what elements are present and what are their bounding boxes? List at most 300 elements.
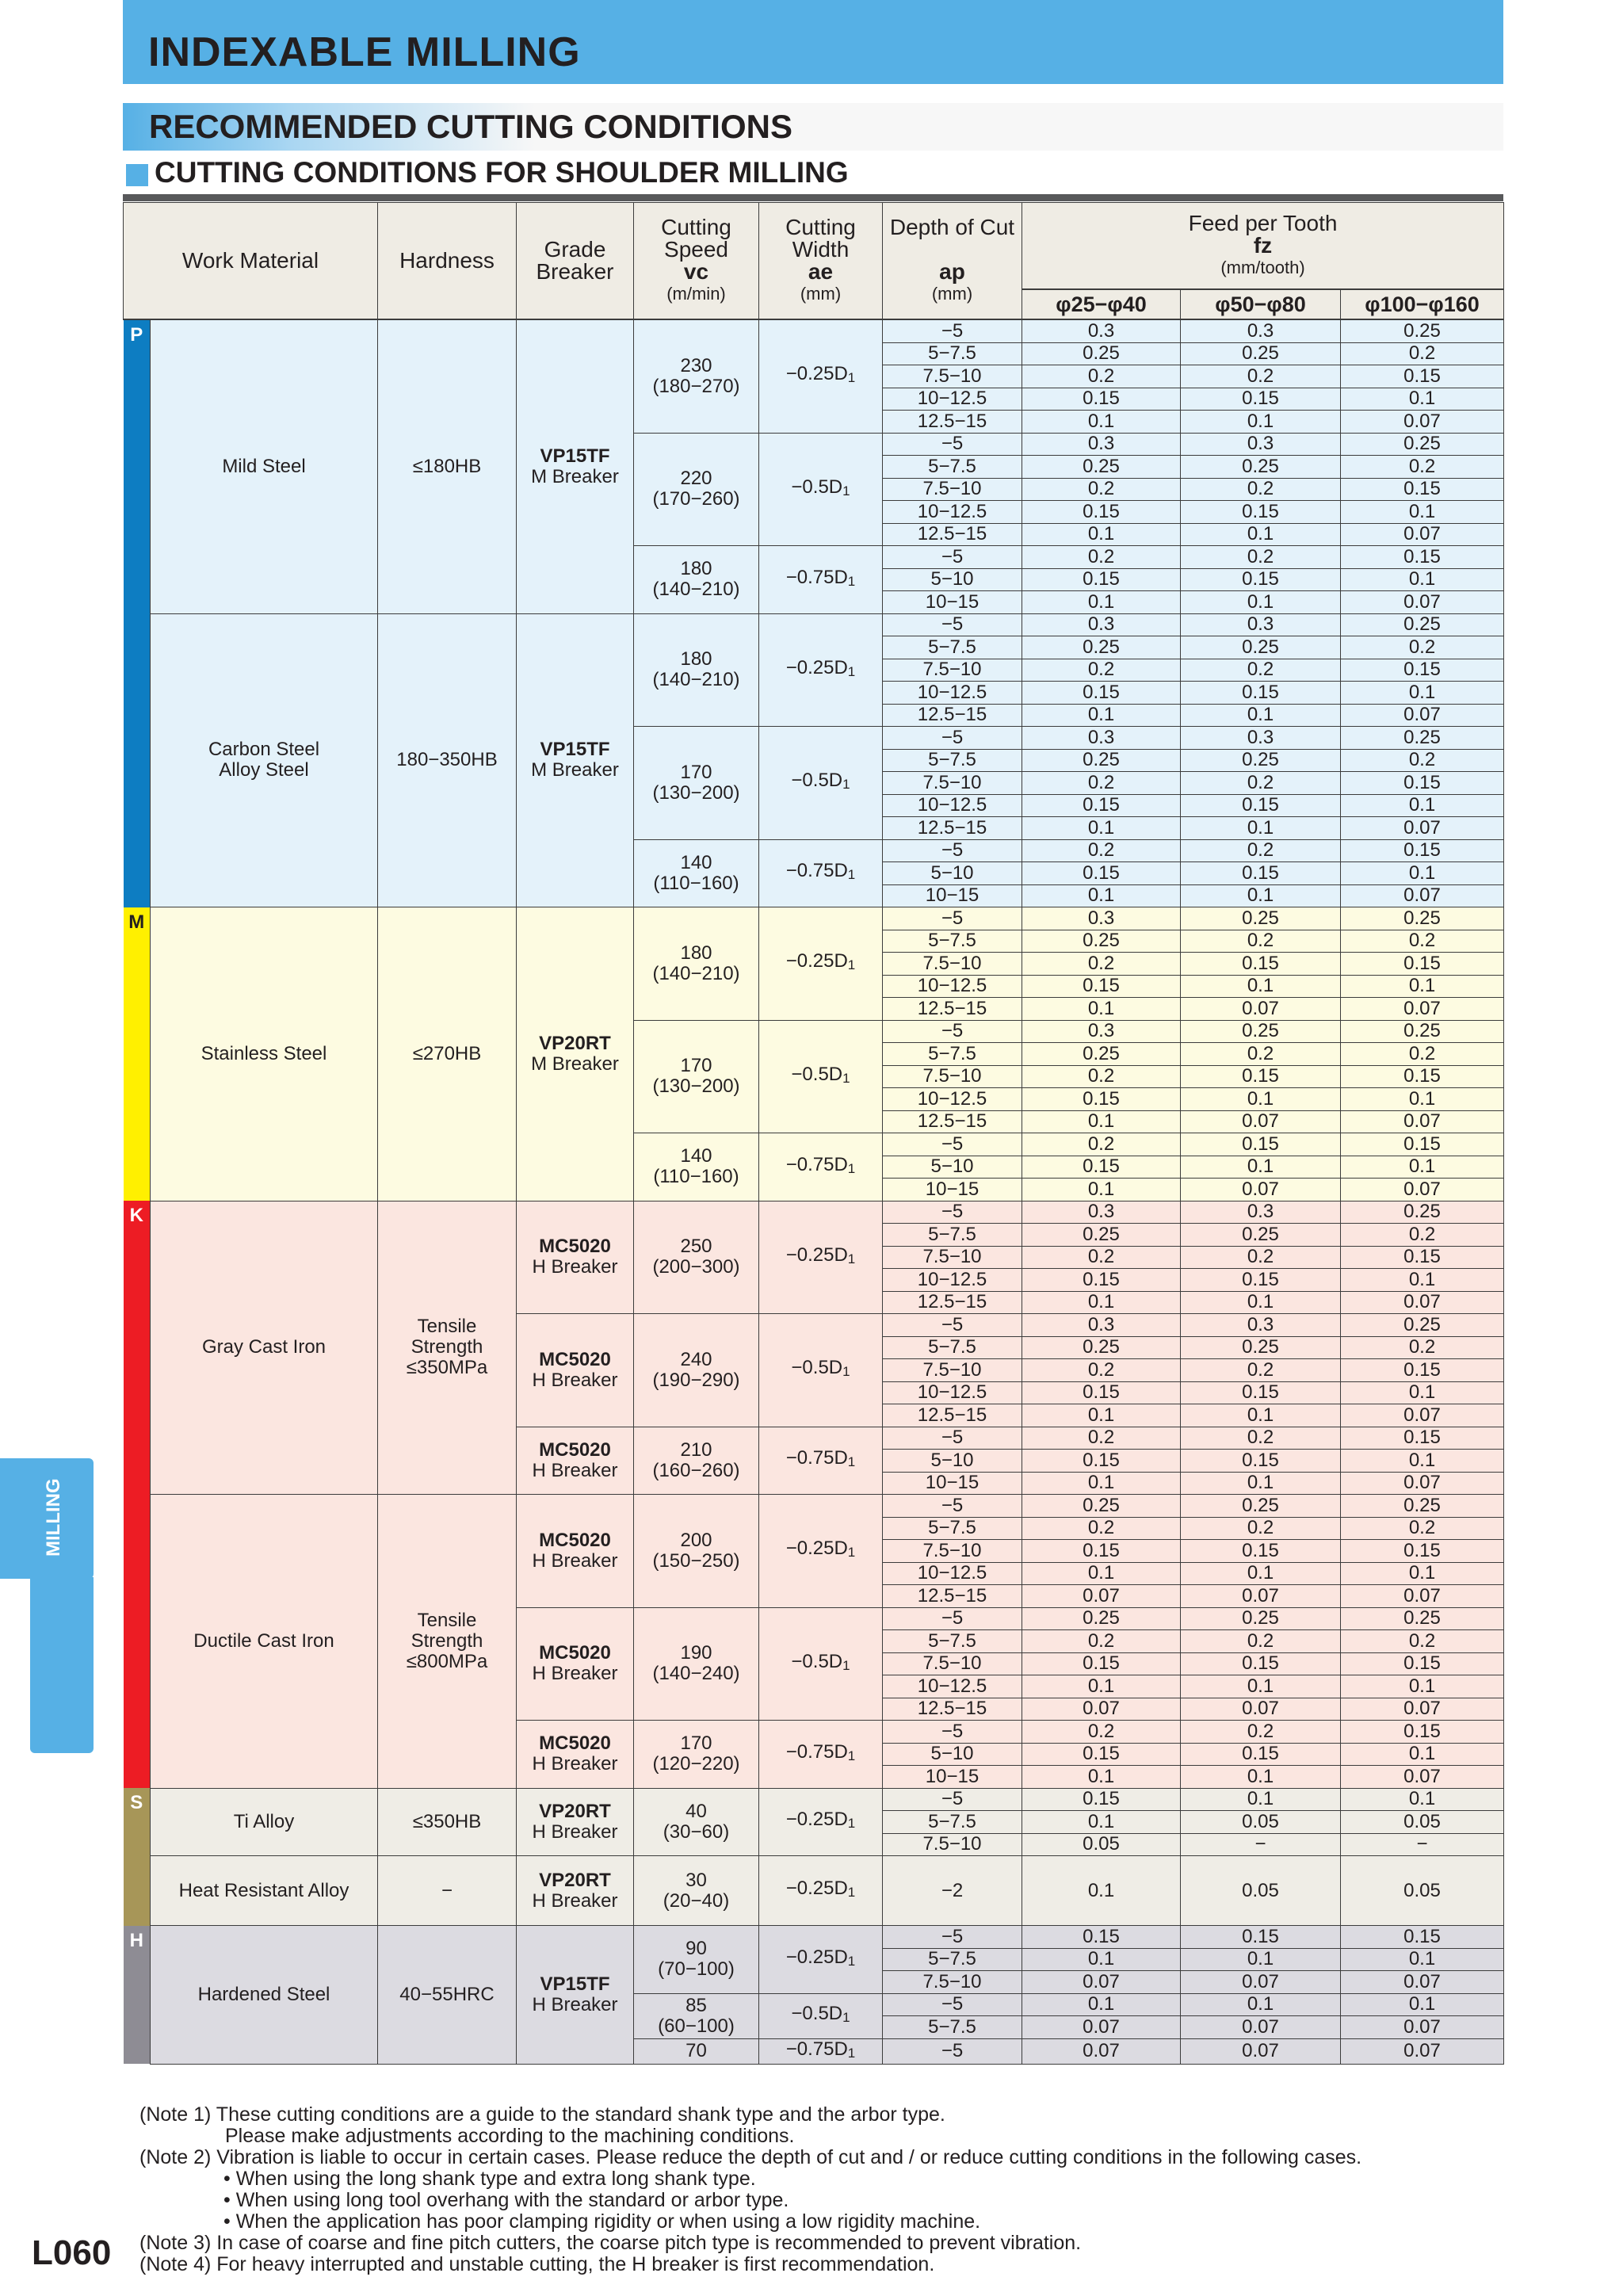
cutting-speed	[634, 1788, 759, 1856]
feed-value: 0.2	[1022, 1133, 1181, 1156]
text-line: 40−55HRC	[399, 1983, 495, 2005]
width-value: −0.5D	[791, 1650, 843, 1672]
grade-name: MC5020	[539, 1529, 611, 1551]
breaker-name: H Breaker	[532, 1549, 618, 1572]
feed-value: 0.1	[1181, 523, 1341, 546]
feed-value: 0.07	[1341, 1110, 1504, 1133]
width-value: −0.5D	[791, 1063, 843, 1085]
feed-value: 0.15	[1341, 839, 1504, 862]
grade-name: VP20RT	[539, 1032, 611, 1054]
cutting-speed	[634, 907, 759, 1021]
feed-value: 0.07	[1022, 2016, 1181, 2039]
header-dia-50-80: φ50−φ80	[1181, 289, 1341, 319]
cutting-speed	[634, 1020, 759, 1133]
feed-value: 0.2	[1181, 1517, 1341, 1540]
width-value: −0.25D	[785, 1244, 848, 1266]
breaker-name: H Breaker	[532, 1889, 618, 1912]
depth-of-cut-value: 10−12.5	[883, 975, 1022, 998]
feed-value: 0.1	[1022, 1472, 1181, 1495]
group-label-m: M	[124, 907, 151, 1201]
feed-value: 0.05	[1341, 1856, 1504, 1926]
breaker-name: H Breaker	[532, 1753, 618, 1775]
width-subscript: 1	[842, 1070, 850, 1086]
feed-value: 0.3	[1181, 319, 1341, 342]
group-label-h: H	[124, 1926, 151, 2065]
feed-value: 0.2	[1181, 1359, 1341, 1382]
feed-value: 0.15	[1181, 1450, 1341, 1473]
feed-value: 0.1	[1022, 998, 1181, 1021]
subtitle: RECOMMENDED CUTTING CONDITIONS	[149, 108, 792, 145]
depth-of-cut-value: 12.5−15	[883, 998, 1022, 1021]
width-value: −0.5D	[791, 2003, 843, 2024]
depth-of-cut-value: 10−15	[883, 1179, 1022, 1201]
feed-value: 0.1	[1022, 1811, 1181, 1834]
cutting-width	[759, 319, 883, 433]
feed-value: 0.1	[1181, 591, 1341, 614]
depth-of-cut-value: 5−7.5	[883, 1336, 1022, 1359]
grade-name: MC5020	[539, 1236, 611, 1258]
feed-value: 0.25	[1341, 319, 1504, 342]
feed-value: 0.3	[1022, 433, 1181, 456]
width-subscript: 1	[847, 867, 856, 883]
feed-value: 0.05	[1181, 1856, 1341, 1926]
feed-value: 0.2	[1022, 1427, 1181, 1450]
feed-value: 0.2	[1181, 478, 1341, 501]
grade-breaker	[517, 1201, 634, 1314]
feed-value: 0.1	[1341, 1788, 1504, 1811]
feed-value: 0.1	[1181, 975, 1341, 998]
feed-value: 0.2	[1341, 342, 1504, 365]
feed-value: 0.1	[1022, 1562, 1181, 1585]
width-subscript: 1	[847, 1160, 856, 1176]
feed-value: 0.15	[1341, 478, 1504, 501]
feed-value: 0.07	[1341, 704, 1504, 727]
hardness-value	[378, 1856, 517, 1926]
feed-value: 0.25	[1022, 930, 1181, 953]
feed-value: 0.2	[1181, 1043, 1341, 1066]
hardness-value	[378, 1495, 517, 1789]
hardness-value	[378, 319, 517, 613]
cutting-speed	[634, 1133, 759, 1201]
feed-value: 0.1	[1341, 794, 1504, 817]
feed-value: 0.25	[1022, 342, 1181, 365]
feed-value: 0.05	[1341, 1811, 1504, 1834]
width-subscript: 1	[847, 1816, 856, 1832]
feed-value: 0.25	[1341, 1607, 1504, 1630]
cutting-width	[759, 727, 883, 840]
depth-of-cut-value: 10−12.5	[883, 1562, 1022, 1585]
feed-value: 0.1	[1022, 1856, 1181, 1926]
grade-name: MC5020	[539, 1438, 611, 1461]
feed-value: 0.1	[1181, 1156, 1341, 1179]
speed-range: (190−290)	[652, 1369, 740, 1391]
breaker-name: H Breaker	[532, 1256, 618, 1278]
cutting-speed	[634, 433, 759, 546]
depth-of-cut-value: 12.5−15	[883, 411, 1022, 434]
depth-of-cut-value: −5	[883, 1607, 1022, 1630]
speed-value: 190	[680, 1642, 712, 1664]
cutting-speed	[634, 1427, 759, 1495]
speed-value: 250	[680, 1236, 712, 1258]
cutting-width	[759, 546, 883, 614]
width-value: −0.25D	[785, 1878, 848, 1899]
cutting-speed	[634, 1856, 759, 1926]
feed-value: 0.25	[1181, 1336, 1341, 1359]
feed-value: 0.2	[1181, 1721, 1341, 1744]
width-subscript: 1	[842, 1364, 850, 1380]
feed-value: 0.15	[1022, 1926, 1181, 1949]
speed-value: 40	[685, 1800, 707, 1822]
note-2-bullet-1: • When using the long shank type and extra long shank type.	[223, 2168, 756, 2190]
grade-name: VP20RT	[539, 1869, 611, 1891]
breaker-name: H Breaker	[532, 1820, 618, 1843]
text-line: Heat Resistant Alloy	[178, 1879, 349, 1901]
feed-value: 0.07	[1341, 411, 1504, 434]
feed-value: 0.1	[1022, 817, 1181, 840]
feed-value: 0.1	[1022, 1291, 1181, 1314]
width-subscript: 1	[847, 1748, 856, 1763]
speed-range: (140−240)	[652, 1663, 740, 1685]
feed-value: 0.25	[1341, 727, 1504, 750]
depth-of-cut-value: 7.5−10	[883, 1359, 1022, 1382]
grade-breaker	[517, 1926, 634, 2065]
feed-value: 0.25	[1181, 1224, 1341, 1247]
grade-name: VP15TF	[540, 445, 610, 467]
feed-value: 0.15	[1341, 772, 1504, 795]
depth-of-cut-value: 5−7.5	[883, 1224, 1022, 1247]
feed-value: 0.07	[1341, 1472, 1504, 1495]
depth-of-cut-value: 7.5−10	[883, 1833, 1022, 1856]
depth-of-cut-value: 10−12.5	[883, 388, 1022, 411]
speed-range: (140−210)	[652, 962, 740, 984]
depth-of-cut-value: −5	[883, 319, 1022, 342]
width-subscript: 1	[847, 370, 856, 386]
feed-value: 0.2	[1181, 1427, 1341, 1450]
width-subscript: 1	[847, 573, 856, 589]
note-4: (Note 4) For heavy interrupted and unstable cutting, the H breaker is first recommendation.	[139, 2253, 935, 2275]
feed-value: 0.25	[1181, 907, 1341, 930]
width-value: −0.25D	[785, 950, 848, 972]
speed-range: (130−200)	[652, 1075, 740, 1098]
speed-value: 180	[680, 648, 712, 670]
cutting-width	[759, 1993, 883, 2038]
subtitle-bar	[123, 103, 1503, 151]
feed-value: 0.07	[1341, 1698, 1504, 1721]
feed-value: 0.25	[1022, 456, 1181, 479]
feed-value: 0.15	[1181, 1926, 1341, 1949]
text-line: Tensile	[417, 1609, 477, 1631]
depth-of-cut-value: 10−12.5	[883, 1381, 1022, 1404]
cutting-width	[759, 907, 883, 1021]
text-line: ≤350HB	[412, 1810, 482, 1832]
feed-value: 0.2	[1022, 1721, 1181, 1744]
depth-of-cut-value: 12.5−15	[883, 1110, 1022, 1133]
depth-of-cut-value: 10−12.5	[883, 682, 1022, 705]
material-name	[151, 907, 378, 1201]
grade-breaker	[517, 1721, 634, 1789]
width-value: −0.25D	[785, 1538, 848, 1560]
speed-value: 180	[680, 942, 712, 964]
depth-of-cut-value: 10−12.5	[883, 501, 1022, 524]
table-row	[124, 907, 1504, 930]
text-line: Mild Steel	[222, 455, 306, 477]
page-number: L060	[32, 2233, 112, 2272]
speed-range: (140−210)	[652, 579, 740, 601]
feed-value: 0.2	[1181, 1630, 1341, 1653]
depth-of-cut-value: 7.5−10	[883, 1065, 1022, 1088]
cutting-width	[759, 1721, 883, 1789]
feed-value: 0.15	[1341, 1246, 1504, 1269]
feed-value: 0.07	[1341, 1291, 1504, 1314]
speed-value: 240	[680, 1348, 712, 1370]
speed-range: (60−100)	[658, 2015, 735, 2037]
feed-value: 0.15	[1341, 1540, 1504, 1563]
feed-value: 0.15	[1181, 1269, 1341, 1292]
speed-range: (110−160)	[653, 1166, 739, 1188]
depth-of-cut-value: 12.5−15	[883, 1698, 1022, 1721]
feed-value: 0.1	[1022, 1179, 1181, 1201]
width-value: −0.25D	[785, 1946, 848, 1968]
feed-value: 0.2	[1022, 1065, 1181, 1088]
depth-of-cut-value: −5	[883, 1495, 1022, 1518]
breaker-name: M Breaker	[531, 465, 619, 487]
feed-value: 0.15	[1181, 862, 1341, 885]
feed-value: 0.3	[1022, 319, 1181, 342]
header-feed-per-tooth: Feed per Tooth fz (mm/tooth)	[1022, 203, 1504, 290]
table-row	[124, 1495, 1504, 1518]
speed-value: 140	[680, 1145, 712, 1167]
feed-value: 0.25	[1341, 1495, 1504, 1518]
feed-value: 0.25	[1181, 749, 1341, 772]
feed-value: 0.1	[1341, 975, 1504, 998]
width-subscript: 1	[847, 1251, 856, 1266]
feed-value: 0.07	[1181, 998, 1341, 1021]
width-value: −0.75D	[785, 566, 848, 588]
feed-value: 0.15	[1181, 1065, 1341, 1088]
feed-value: 0.15	[1181, 1133, 1341, 1156]
cutting-width	[759, 1020, 883, 1133]
depth-of-cut-value: 10−12.5	[883, 1675, 1022, 1698]
feed-value: 0.15	[1341, 1721, 1504, 1744]
depth-of-cut-value: −5	[883, 1020, 1022, 1043]
feed-value: 0.2	[1022, 839, 1181, 862]
grade-breaker	[517, 1607, 634, 1721]
cutting-width	[759, 1201, 883, 1314]
header-hardness: Hardness	[378, 203, 517, 320]
feed-value: 0.15	[1181, 794, 1341, 817]
depth-of-cut-value: 10−15	[883, 1472, 1022, 1495]
depth-of-cut-value: 12.5−15	[883, 1585, 1022, 1608]
note-3: (Note 3) In case of coarse and fine pitch cutters, the coarse pitch type is recommended to prevent vibration.	[139, 2232, 1082, 2254]
header-dia-25-40: φ25−φ40	[1022, 289, 1181, 319]
feed-value: 0.3	[1022, 613, 1181, 636]
page-title: INDEXABLE MILLING	[148, 29, 581, 75]
feed-value: 0.2	[1181, 930, 1341, 953]
feed-value: 0.15	[1022, 1088, 1181, 1111]
feed-value: 0.2	[1181, 1246, 1341, 1269]
width-subscript: 1	[847, 957, 856, 973]
feed-value: 0.2	[1181, 546, 1341, 569]
feed-value: 0.2	[1022, 772, 1181, 795]
text-line: Strength	[411, 1629, 483, 1652]
feed-value: 0.2	[1341, 1336, 1504, 1359]
feed-value: 0.1	[1022, 411, 1181, 434]
depth-of-cut-value: 7.5−10	[883, 1540, 1022, 1563]
text-line: Alloy Steel	[219, 759, 309, 781]
feed-value: 0.15	[1341, 1065, 1504, 1088]
feed-value: 0.1	[1022, 1766, 1181, 1789]
feed-value: 0.25	[1022, 1043, 1181, 1066]
depth-of-cut-value: 5−7.5	[883, 636, 1022, 659]
cutting-speed	[634, 727, 759, 840]
feed-value: 0.07	[1341, 1179, 1504, 1201]
text-line: 180−350HB	[396, 749, 498, 771]
width-value: −0.5D	[791, 476, 843, 498]
feed-value: 0.1	[1341, 1562, 1504, 1585]
feed-value: 0.15	[1181, 682, 1341, 705]
feed-value: 0.15	[1181, 953, 1341, 976]
depth-of-cut-value: 5−10	[883, 568, 1022, 591]
feed-value: 0.2	[1341, 930, 1504, 953]
material-name	[151, 1788, 378, 1856]
feed-value: 0.15	[1341, 659, 1504, 682]
feed-value: 0.15	[1022, 862, 1181, 885]
feed-value: 0.2	[1022, 1630, 1181, 1653]
feed-value: 0.2	[1181, 365, 1341, 388]
cutting-speed	[634, 1607, 759, 1721]
text-line: Ductile Cast Iron	[193, 1629, 334, 1652]
feed-value: 0.25	[1341, 1020, 1504, 1043]
feed-value: 0.2	[1341, 1043, 1504, 1066]
feed-value: 0.1	[1181, 1675, 1341, 1698]
feed-value: 0.15	[1022, 501, 1181, 524]
depth-of-cut-value: 7.5−10	[883, 1246, 1022, 1269]
cutting-width	[759, 433, 883, 546]
cutting-speed	[634, 546, 759, 614]
feed-value: −	[1341, 1833, 1504, 1856]
depth-of-cut-value: −5	[883, 613, 1022, 636]
depth-of-cut-value: 10−12.5	[883, 1269, 1022, 1292]
feed-value: 0.15	[1181, 1540, 1341, 1563]
feed-value: 0.1	[1022, 1675, 1181, 1698]
feed-value: −	[1181, 1833, 1341, 1856]
group-label-s: S	[124, 1788, 151, 1926]
feed-value: 0.25	[1022, 1224, 1181, 1247]
text-line: Ti Alloy	[233, 1810, 295, 1832]
text-line: ≤270HB	[412, 1042, 482, 1064]
feed-value: 0.2	[1341, 1517, 1504, 1540]
depth-of-cut-value: 12.5−15	[883, 1291, 1022, 1314]
material-name	[151, 319, 378, 613]
depth-of-cut-value: 10−15	[883, 884, 1022, 907]
depth-of-cut-value: 7.5−10	[883, 365, 1022, 388]
table-row	[124, 1788, 1504, 1811]
feed-value: 0.3	[1181, 433, 1341, 456]
feed-value: 0.2	[1022, 1246, 1181, 1269]
width-subscript: 1	[842, 2010, 850, 2025]
depth-of-cut-value: 7.5−10	[883, 953, 1022, 976]
depth-of-cut-value: −5	[883, 1993, 1022, 2016]
feed-value: 0.1	[1181, 1562, 1341, 1585]
speed-range: (140−210)	[652, 669, 740, 691]
cutting-speed	[634, 1926, 759, 1994]
width-subscript: 1	[847, 663, 856, 679]
feed-value: 0.07	[1341, 523, 1504, 546]
cutting-width	[759, 1133, 883, 1201]
speed-value: 230	[680, 354, 712, 376]
material-name	[151, 1495, 378, 1789]
feed-value: 0.1	[1022, 1404, 1181, 1427]
depth-of-cut-value: −5	[883, 1427, 1022, 1450]
grade-name: VP15TF	[540, 739, 610, 761]
feed-value: 0.2	[1341, 749, 1504, 772]
width-value: −0.25D	[785, 656, 848, 678]
depth-of-cut-value: 5−10	[883, 1156, 1022, 1179]
feed-value: 0.07	[1181, 2016, 1341, 2039]
hardness-value	[378, 613, 517, 907]
width-value: −0.75D	[785, 1740, 848, 1763]
width-subscript: 1	[842, 483, 850, 499]
feed-value: 0.15	[1181, 568, 1341, 591]
feed-value: 0.1	[1341, 1948, 1504, 1971]
speed-value: 170	[680, 761, 712, 783]
breaker-name: H Breaker	[532, 1663, 618, 1685]
feed-value: 0.2	[1022, 478, 1181, 501]
hardness-value	[378, 1788, 517, 1856]
hardness-value	[378, 1201, 517, 1495]
depth-of-cut-value: −5	[883, 727, 1022, 750]
table-row	[124, 319, 1504, 342]
depth-of-cut-value: 5−7.5	[883, 1043, 1022, 1066]
width-value: −0.25D	[785, 363, 848, 385]
header-rule	[123, 194, 1503, 201]
feed-value: 0.3	[1181, 1314, 1341, 1337]
feed-value: 0.2	[1022, 365, 1181, 388]
cutting-conditions-table	[123, 202, 1504, 2065]
width-subscript: 1	[847, 2045, 856, 2061]
feed-value: 0.25	[1181, 456, 1341, 479]
feed-value: 0.25	[1341, 907, 1504, 930]
material-name	[151, 1856, 378, 1926]
width-subscript: 1	[842, 777, 850, 793]
note-1-line-2: Please make adjustments according to the machining conditions.	[225, 2125, 795, 2147]
feed-value: 0.1	[1022, 591, 1181, 614]
feed-value: 0.15	[1022, 388, 1181, 411]
feed-value: 0.15	[1341, 1359, 1504, 1382]
feed-value: 0.2	[1022, 1517, 1181, 1540]
breaker-name: M Breaker	[531, 1052, 619, 1075]
feed-value: 0.1	[1341, 1675, 1504, 1698]
header-work-material: Work Material	[124, 203, 378, 320]
feed-value: 0.15	[1181, 501, 1341, 524]
feed-value: 0.15	[1341, 1652, 1504, 1675]
depth-of-cut-value: 5−7.5	[883, 1948, 1022, 1971]
speed-value: 180	[680, 558, 712, 580]
feed-value: 0.1	[1341, 1993, 1504, 2016]
feed-value: 0.07	[1341, 2016, 1504, 2039]
feed-value: 0.1	[1341, 1156, 1504, 1179]
feed-value: 0.15	[1022, 1156, 1181, 1179]
cutting-width	[759, 1495, 883, 1608]
section-title-text: CUTTING CONDITIONS FOR SHOULDER MILLING	[155, 156, 849, 189]
feed-value: 0.25	[1341, 1201, 1504, 1224]
feed-value: 0.1	[1181, 1788, 1341, 1811]
depth-of-cut-value: 12.5−15	[883, 817, 1022, 840]
depth-of-cut-value: 5−10	[883, 1450, 1022, 1473]
depth-of-cut-value: 5−7.5	[883, 1630, 1022, 1653]
speed-range: (150−250)	[652, 1549, 740, 1572]
hardness-value	[378, 907, 517, 1201]
